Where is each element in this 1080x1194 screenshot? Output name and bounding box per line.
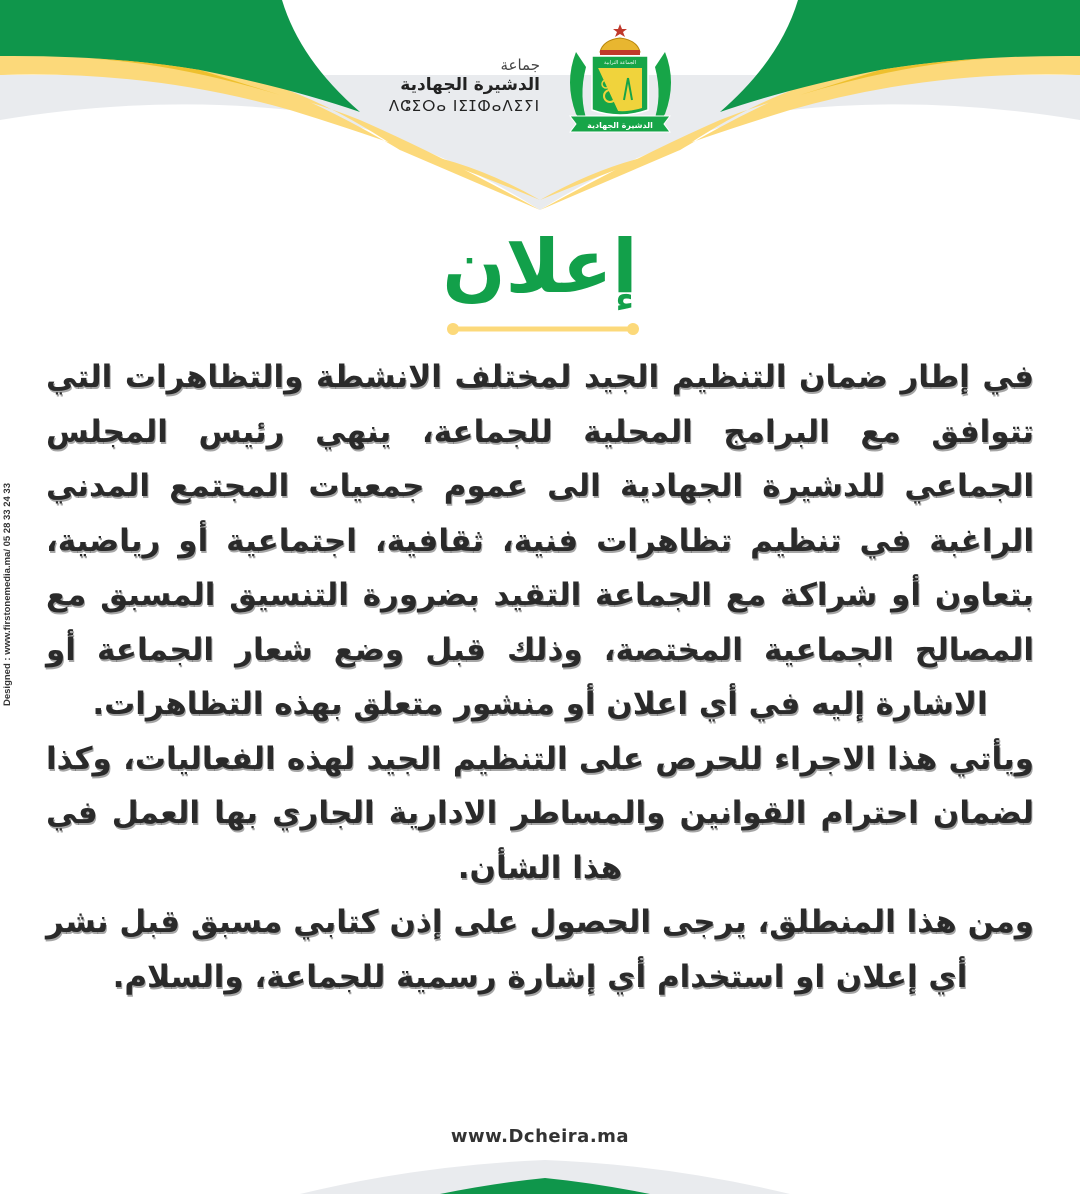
title-underline xyxy=(446,322,640,336)
org-label: جماعة xyxy=(500,56,540,74)
municipality-name-block xyxy=(380,56,540,116)
designer-credit: Designed : www.firstonemedia.ma/ 05 28 33 24 33 xyxy=(2,483,13,707)
crown-base xyxy=(600,50,640,55)
laurel-left xyxy=(570,52,588,124)
logo-bottom-banner: الدشيرة الجهادية xyxy=(587,121,653,130)
paragraph-3: ومن هذا المنطلق، يرجى الحصول على إذن كتابي مسبق قبل نشر أي إعلان او استخدام أي إشارة رسمية للجماعة، والسلام. xyxy=(46,904,1034,995)
paragraph-1: في إطار ضمان التنظيم الجيد لمختلف الانشطة والتظاهرات التي تتوافق مع البرامج المحلية للجماعة، ينهي رئيس المجلس الجماعي للدشيرة الجهادية الى عموم جمعيات المجتمع المدني الراغبة في تنظيم تظاهرات فنية، ثقافية، اجتماعية أو رياضية، بتعاون أو شراكة مع الجماعة التقيد بضرورة التنسيق المسبق مع المصالح الجماعية المختصة، وذلك قبل وضع شعار الجماعة أو الاشارة إليه في أي اعلان أو منشور متعلق بهذه التظاهرات. xyxy=(46,359,1034,722)
crown-star xyxy=(613,24,627,37)
top-gray-wave xyxy=(0,75,1080,210)
laurel-right xyxy=(653,52,671,124)
municipality-emblem-icon xyxy=(558,22,683,140)
paragraph-2: ويأتي هذا الاجراء للحرص على التنظيم الجيد لهذه الفعاليات، وكذا لضمان احترام القوانين والمساطر الادارية الجاري بها العمل في هذا الشأن. xyxy=(46,740,1034,886)
crown xyxy=(600,38,640,52)
logo-top-banner: الجماعة الترابية xyxy=(604,60,636,66)
org-name: الدشيرة الجهادية xyxy=(400,75,540,95)
website-link[interactable]: www.Dcheira.ma xyxy=(450,1126,630,1147)
org-name-tifinagh: ⴷⵛⵉⵔⴰ ⵏⵉⵊⵀⴰⴷⵉⵢⵏ xyxy=(388,97,540,115)
announcement-body xyxy=(46,350,1034,1004)
announcement-title: إعلان xyxy=(442,224,638,310)
